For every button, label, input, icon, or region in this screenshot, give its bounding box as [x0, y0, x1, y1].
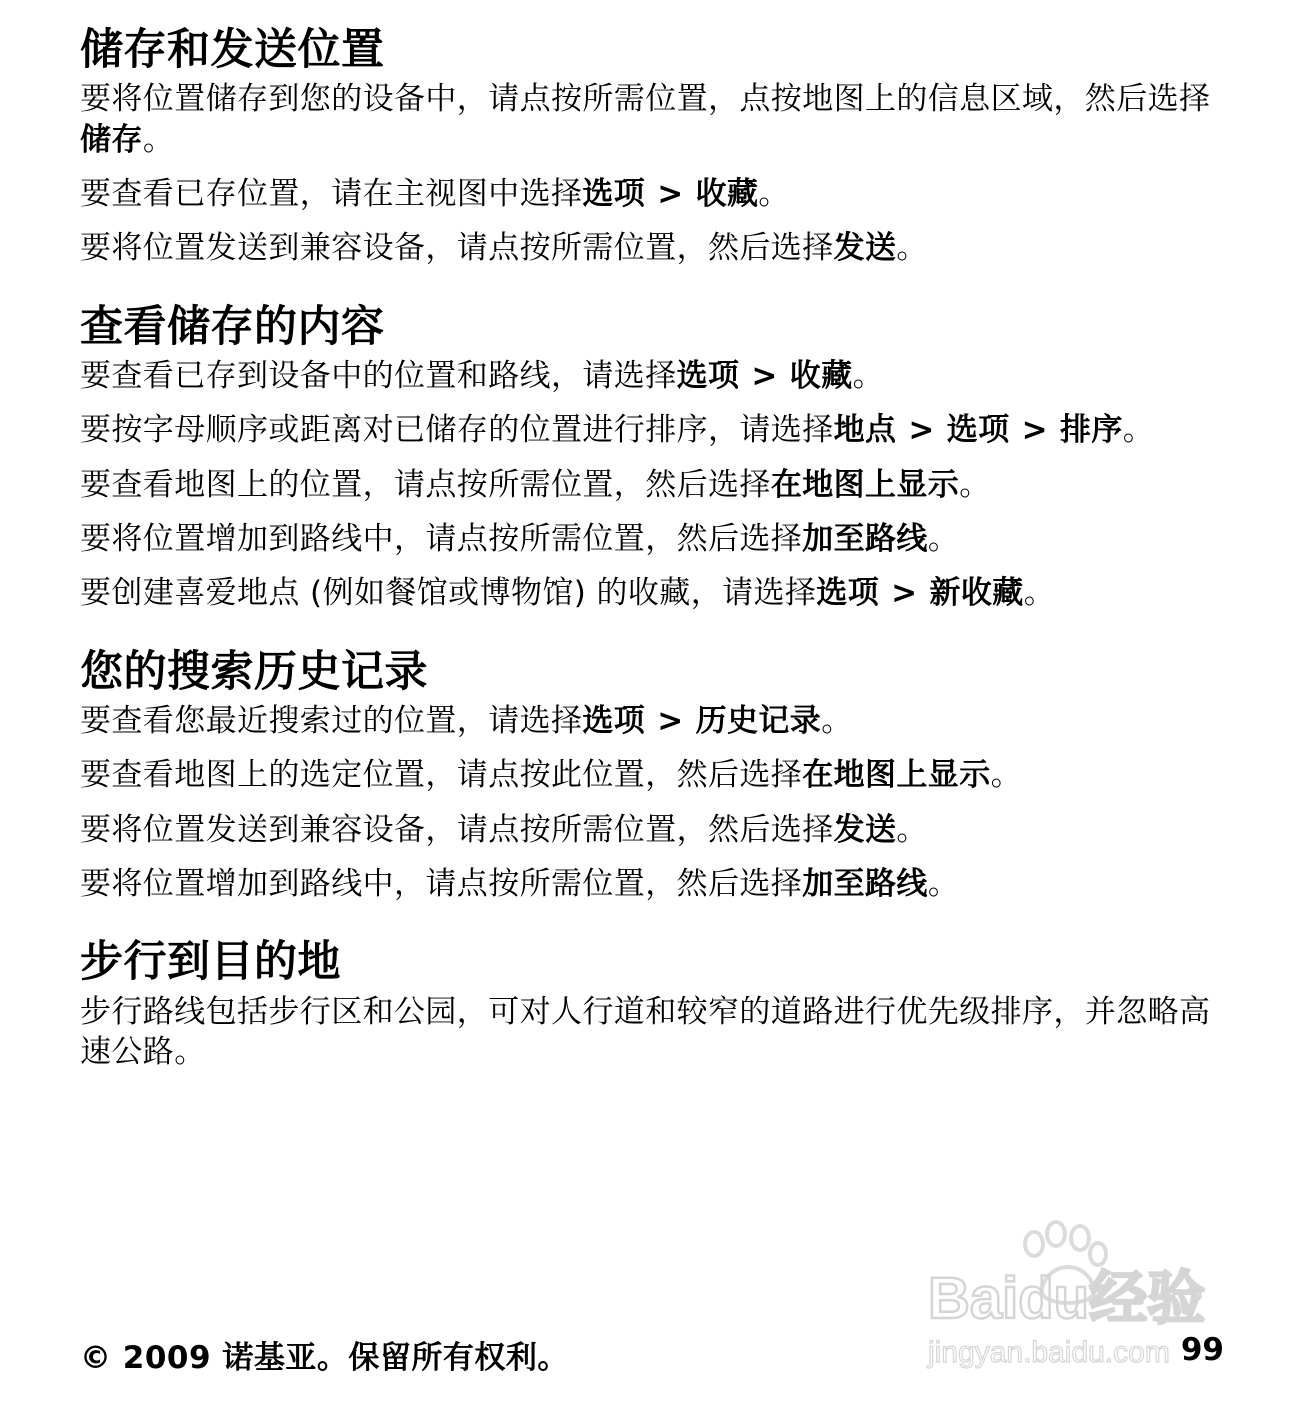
section-walk-to-destination: [80, 938, 1230, 1072]
menu-term: 地点: [833, 412, 897, 449]
menu-term: 选项: [582, 176, 646, 213]
punctuation: 。: [1023, 575, 1056, 612]
menu-term: 选项: [946, 412, 1010, 449]
menu-separator: >: [657, 702, 684, 739]
paragraph-text: 要查看地图上的位置，请点按所需位置，然后选择: [80, 466, 771, 503]
section-search-history: [80, 648, 1230, 905]
paragraph-text: 要查看已存位置，请在主视图中选择: [80, 176, 583, 213]
punctuation: 。: [852, 358, 885, 395]
menu-term: 选项: [582, 702, 646, 739]
watermark-logo-text: Baidu经验: [928, 1266, 1206, 1331]
punctuation: 。: [821, 702, 853, 739]
menu-term: 新收藏: [929, 575, 1024, 612]
punctuation: 。: [927, 865, 960, 902]
punctuation: 。: [959, 466, 991, 503]
watermark-url-text: jingyan.baidu.com: [928, 1336, 1170, 1369]
menu-term: 发送: [833, 230, 897, 267]
paragraph-text: 要创建喜爱地点 (例如餐馆或博物馆) 的收藏，请选择: [80, 575, 817, 612]
section-heading: 您的搜索历史记录: [80, 646, 428, 697]
paragraph-text: 要查看您最近搜索过的位置，请选择: [80, 702, 583, 739]
punctuation: 。: [1122, 412, 1155, 449]
page-number: 99: [1180, 1332, 1224, 1368]
menu-term: 选项: [816, 575, 880, 612]
paragraph-text: 要将位置发送到兼容设备，请点按所需位置，然后选择: [80, 230, 834, 267]
menu-term: 选项: [676, 358, 740, 395]
paragraph: [80, 864, 1230, 904]
menu-term: 加至路线: [802, 520, 928, 557]
paragraph: [80, 810, 1230, 850]
menu-separator: >: [908, 412, 935, 449]
paragraph: [80, 701, 1230, 741]
paragraph: [80, 79, 1230, 160]
paragraph: [80, 573, 1230, 613]
section-heading: 储存和发送位置: [80, 25, 385, 75]
punctuation: 。: [142, 121, 175, 158]
section-heading: 查看储存的内容: [80, 301, 385, 352]
paragraph-text: 要查看地图上的选定位置，请点按此位置，然后选择: [80, 757, 803, 794]
paragraph-text: 要查看已存到设备中的位置和路线，请选择: [80, 358, 677, 395]
menu-term: 历史记录: [695, 702, 822, 739]
copyright-footer: © 2009 诺基亚。保留所有权利。: [80, 1340, 569, 1376]
punctuation: 。: [990, 757, 1023, 794]
menu-term: 发送: [833, 811, 897, 848]
menu-term: 加至路线: [802, 865, 928, 902]
paragraph-text: 步行路线包括步行区和公园，可对人行道和较窄的道路进行优先级排序，并忽略高速公路。: [80, 993, 1211, 1070]
document-page: [80, 26, 1230, 1072]
paragraph: [80, 992, 1230, 1073]
menu-separator: >: [751, 358, 778, 395]
paragraph: [80, 755, 1230, 795]
paragraph-text: 要将位置发送到兼容设备，请点按所需位置，然后选择: [80, 811, 834, 848]
section-save-send-location: [80, 26, 1230, 269]
paragraph: [80, 465, 1230, 505]
section-view-saved-items: [80, 303, 1230, 614]
section-heading: 步行到目的地: [80, 937, 341, 988]
paragraph: [80, 228, 1230, 268]
menu-separator: >: [891, 575, 918, 612]
menu-term: 排序: [1059, 412, 1123, 449]
punctuation: 。: [758, 176, 790, 213]
menu-term: 收藏: [695, 176, 759, 213]
punctuation: 。: [896, 811, 928, 848]
paragraph-text: 要将位置增加到路线中，请点按所需位置，然后选择: [80, 520, 803, 557]
menu-separator: >: [657, 176, 684, 213]
menu-term: 收藏: [789, 358, 853, 395]
menu-term: 储存: [80, 121, 143, 158]
paragraph: [80, 410, 1230, 450]
menu-term: 在地图上显示: [770, 466, 960, 503]
paragraph-text: 要按字母顺序或距离对已储存的位置进行排序，请选择: [80, 412, 834, 449]
paragraph-text: 要将位置增加到路线中，请点按所需位置，然后选择: [80, 865, 803, 902]
paragraph: [80, 519, 1230, 559]
menu-separator: >: [1021, 412, 1048, 449]
paragraph: [80, 356, 1230, 396]
paragraph-text: 要将位置储存到您的设备中，请点按所需位置，点按地图上的信息区域，然后选择: [80, 81, 1211, 118]
punctuation: 。: [927, 520, 960, 557]
punctuation: 。: [896, 230, 928, 267]
menu-term: 在地图上显示: [802, 757, 991, 794]
paragraph: [80, 174, 1230, 214]
